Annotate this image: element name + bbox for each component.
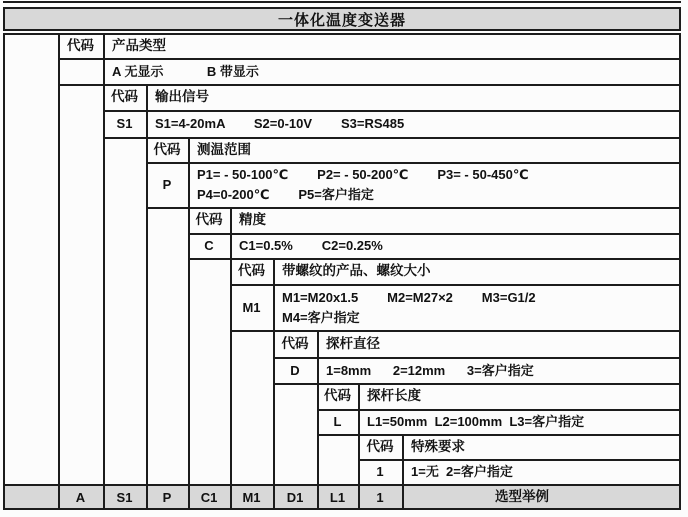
options-line: M1=M20x1.5 M2=M27×2 M3=G1/2 [282, 289, 536, 305]
example-code: C1 [200, 489, 218, 505]
category-name: 测温范围 [197, 141, 251, 157]
options-text [273, 284, 681, 330]
code-value: M1 [242, 299, 261, 315]
example-code: M1 [242, 489, 261, 505]
category-name: 探杆长度 [367, 388, 421, 404]
options-text: S1=4-20mA S2=0-10V S3=RS485 [155, 116, 405, 131]
options-line: P4=0-200℃ P5=客户指定 [197, 187, 374, 202]
options-text: A 无显示 B 带显示 [112, 63, 259, 79]
grid-vline [58, 33, 60, 510]
category-name: 产品类型 [112, 37, 166, 53]
page-title: 一体化温度变送器 [277, 11, 406, 29]
category-name: 精度 [239, 212, 266, 228]
options-line: P1= - 50-100℃ P2= - 50-200℃ P3= - 50-450℃ [197, 167, 529, 182]
example-code: A [75, 489, 86, 505]
code-value [58, 58, 103, 84]
options-text: 1=无 2=客户指定 [411, 464, 513, 479]
options-text: L1=50mm L2=100mm L3=客户指定 [367, 414, 585, 429]
code-header-cell: 代码 [324, 388, 351, 404]
code-value: C [204, 238, 214, 253]
code-value: L [333, 414, 342, 429]
category-name: 特殊要求 [411, 438, 465, 454]
example-code: 1 [376, 489, 384, 505]
grid-vline [3, 33, 5, 510]
code-header-cell: 代码 [67, 37, 94, 53]
code-value: 1 [376, 464, 384, 479]
code-header-cell: 代码 [111, 89, 138, 105]
code-value: D [290, 362, 300, 378]
options-text: C1=0.5% C2=0.25% [239, 238, 383, 253]
top-rule [3, 1, 681, 3]
options-text: 1=8mm 2=12mm 3=客户指定 [326, 362, 534, 378]
code-value: S1 [116, 116, 133, 131]
code-value: P [162, 177, 172, 192]
example-code: L1 [329, 489, 346, 505]
options-line: M4=客户指定 [282, 309, 360, 325]
example-code: S1 [116, 489, 133, 505]
category-name: 带螺纹的产品、螺纹大小 [282, 263, 431, 279]
category-name: 探杆直径 [326, 335, 380, 351]
example-code: D1 [286, 489, 304, 505]
example-label: 选型举例 [495, 489, 549, 505]
category-name: 输出信号 [155, 89, 209, 105]
code-header-cell: 代码 [238, 263, 265, 279]
options-text [188, 162, 681, 207]
code-header-cell: 代码 [195, 212, 223, 228]
code-header-cell: 代码 [281, 335, 309, 351]
title-bar [3, 7, 681, 31]
example-code: P [162, 489, 172, 505]
code-header-cell: 代码 [153, 141, 181, 157]
code-header-cell: 代码 [366, 438, 394, 454]
